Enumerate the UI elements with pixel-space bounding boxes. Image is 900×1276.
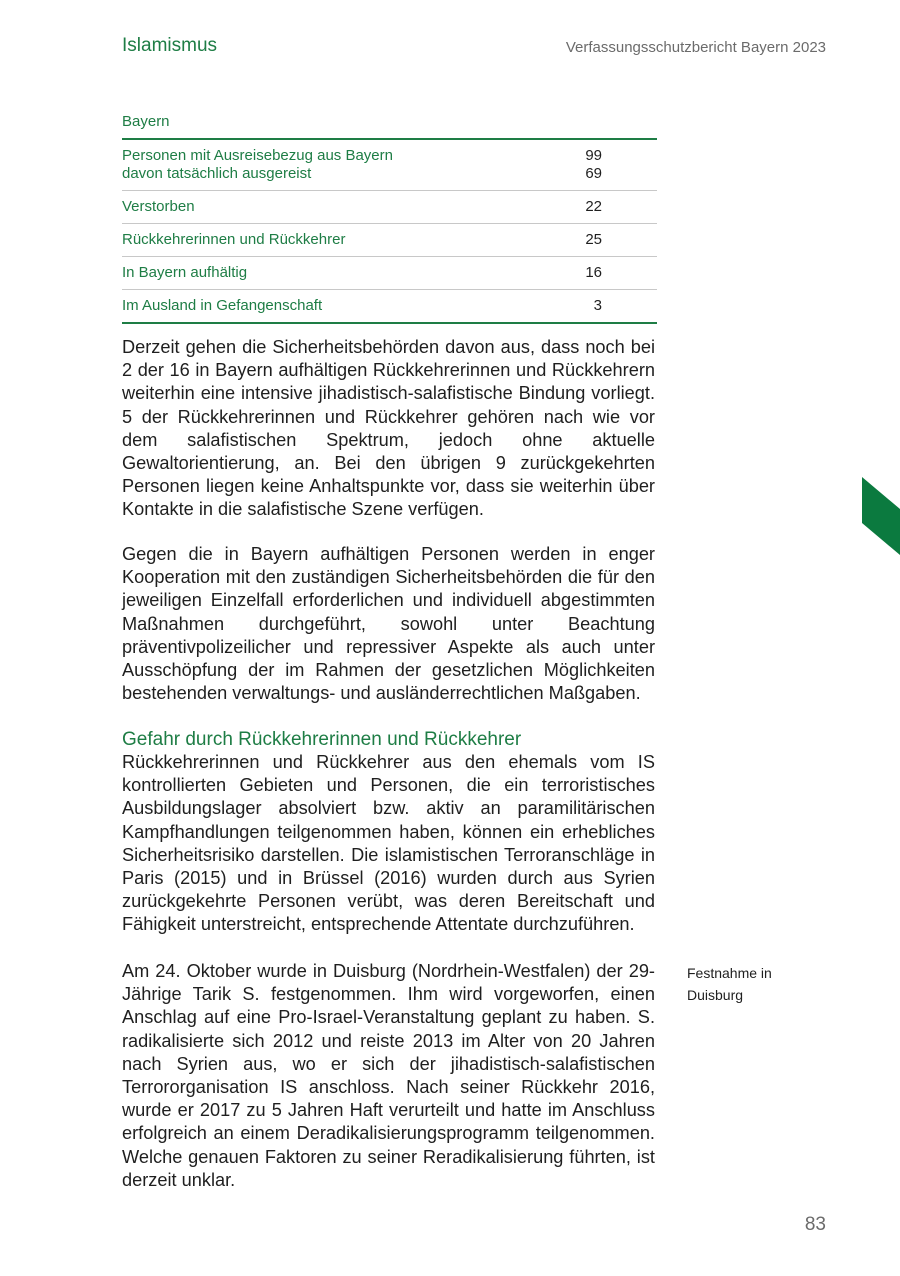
table-row [122,224,657,257]
row-label: davon tatsächlich ausgereist [122,165,312,182]
row-label: In Bayern aufhältig [122,264,248,281]
paragraph-text: Derzeit gehen die Sicherheitsbehörden davon aus, dass noch bei 2 der 16 in Bayern aufhältigen Rückkehrerinnen und Rückkehrern weiterhin eine intensive jihadistisch-salafistische Bindung vorliegt. 5 der Rückkehrerinnen und Rückkehrer gehören nach wie vor dem salafistischen Spektrum, jedoch ohne aktuelle Gewaltorientierung, an. Bei den übrigen 9 zurückgekehrten Personen liegen keine Anhaltspunkte vor, dass sie weiterhin über Kontakte in die salafistische Szene verfügen. [122,337,655,520]
paragraph-3 [122,751,655,937]
chapter-tab-marker [862,477,900,555]
margin-note-line: Duisburg [687,987,744,1003]
row-label: Rückkehrerinnen und Rückkehrer [122,231,346,248]
row-value: 25 [585,231,602,248]
row-label: Verstorben [122,198,195,215]
statistics-table [122,112,657,324]
row-value: 22 [585,198,602,215]
row-value: 69 [585,165,602,182]
paragraph-4 [122,960,655,1192]
paragraph-text: Rückkehrerinnen und Rückkehrer aus den ehemals vom IS kontrollierten Gebieten und Personen, die ein terroristisches Ausbildungslager absolviert bzw. aktiv an paramilitärischen Kampfhandlungen teilgenommen haben, können ein erhebliches Sicherheitsrisiko darstellen. Die islamistischen Terroranschläge in Paris (2015) und in Brüssel (2016) wurden durch aus Syrien zurückgekehrte Personen verübt, was deren Bereitschaft und Fähigkeit unterstreicht, entsprechende Attentate durchzuführen. [122,752,655,935]
paragraph-text: Gegen die in Bayern aufhältigen Personen werden in enger Kooperation mit den zuständigen Sicherheitsbehörden die für den jeweiligen Einzelfall erforderlichen und individuell abgestimmten Maßnahmen durchgeführt, sowohl unter Beachtung präventivpolizeilicher und repressiver Aspekte als auch unter Ausschöpfung der im Rahmen der gesetzlichen Möglichkeiten bestehenden verwaltungs- und ausländerrechtlichen Maßgaben. [122,544,655,704]
row-value: 99 [585,147,602,164]
section-title: Islamismus [122,35,218,56]
row-value: 16 [585,264,602,281]
row-label: Im Ausland in Gefangenschaft [122,297,323,314]
paragraph-1 [122,336,655,522]
table-row [122,257,657,290]
paragraph-2 [122,543,655,705]
row-value: 3 [593,297,602,314]
publication-title: Verfassungsschutzbericht Bayern 2023 [565,39,826,56]
table-heading: Bayern [122,112,657,140]
row-label: Personen mit Ausreisebezug aus Bayern [122,147,393,164]
margin-note-line: Festnahme in [687,965,772,981]
paragraph-text: Am 24. Oktober wurde in Duisburg (Nordrhein-Westfalen) der 29-Jährige Tarik S. festgenommen. Ihm wird vorgeworfen, einen Anschlag auf eine Pro-Israel-Veranstaltung geplant zu haben. S. radikalisierte sich 2012 und reiste 2013 im Alter von 20 Jahren nach Syrien aus, wo er sich der jihadistisch-salafistischen Terrororganisation IS anschloss. Nach seiner Rückkehr 2016, wurde er 2017 zu 5 Jahren Haft verurteilt und hatte im Anschluss erfolgreich an einem Deradikalisierungsprogramm teilgenommen. Welche genauen Faktoren zu seiner Reradikalisierung führten, ist derzeit unklar. [122,961,655,1190]
table-row [122,191,657,224]
table-row [122,140,657,191]
margin-note [687,962,807,1006]
page-number: 83 [804,1214,826,1235]
table-row [122,290,657,324]
subsection-heading: Gefahr durch Rückkehrerinnen und Rückkehrer [122,729,522,750]
